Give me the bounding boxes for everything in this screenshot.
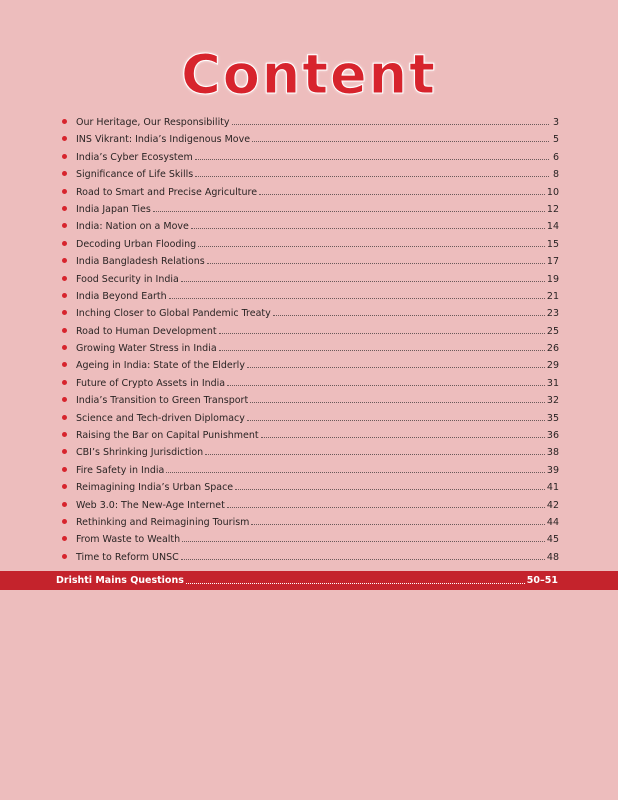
bullet-icon <box>62 554 67 559</box>
bullet-icon <box>62 345 67 350</box>
dot-leader <box>166 465 545 473</box>
bullet-icon <box>62 362 67 367</box>
toc-item-page: 6 <box>552 151 559 163</box>
toc-item-page: 19 <box>546 273 559 285</box>
dot-leader <box>273 308 545 316</box>
toc-item[interactable] <box>62 413 559 430</box>
toc-item-page: 29 <box>546 360 559 372</box>
dot-leader <box>251 517 544 525</box>
toc-item[interactable] <box>62 152 559 169</box>
toc-item[interactable] <box>62 187 559 204</box>
bullet-icon <box>62 328 67 333</box>
dot-leader <box>207 256 545 264</box>
toc-item[interactable] <box>62 169 559 186</box>
toc-item-page: 17 <box>546 256 559 268</box>
dot-leader <box>181 552 545 560</box>
bullet-icon <box>62 502 67 507</box>
toc-item-page: 44 <box>546 516 559 528</box>
toc-item-page: 35 <box>546 412 559 424</box>
toc-item-label: Future of Crypto Assets in India <box>76 377 226 389</box>
bullet-icon <box>62 467 67 472</box>
bullet-icon <box>62 310 67 315</box>
toc-item-label: From Waste to Wealth <box>76 534 181 546</box>
toc-item[interactable] <box>62 517 559 534</box>
dot-leader <box>227 378 545 386</box>
dot-leader <box>235 482 545 490</box>
toc-item-label: Road to Human Development <box>76 325 217 337</box>
toc-item-label: Road to Smart and Precise Agriculture <box>76 186 258 198</box>
toc-item-page: 25 <box>546 325 559 337</box>
bullet-icon <box>62 415 67 420</box>
dot-leader <box>186 577 525 584</box>
toc-item[interactable] <box>62 447 559 464</box>
toc-item[interactable] <box>62 430 559 447</box>
toc-item-label: INS Vikrant: India’s Indigenous Move <box>76 134 251 146</box>
bullet-icon <box>62 258 67 263</box>
bullet-icon <box>62 119 67 124</box>
bullet-icon <box>62 136 67 141</box>
toc-item-label: Ageing in India: State of the Elderly <box>76 360 245 372</box>
bullet-icon <box>62 397 67 402</box>
dot-leader <box>205 447 545 455</box>
toc-item-page: 23 <box>546 308 559 320</box>
toc-item-page: 41 <box>546 482 559 494</box>
toc-item[interactable] <box>62 500 559 517</box>
dot-leader <box>259 187 545 195</box>
toc-item-label: Fire Safety in India <box>76 464 165 476</box>
toc-item-label: Reimagining India’s Urban Space <box>76 482 234 494</box>
toc-item-label: Time to Reform UNSC <box>76 551 179 563</box>
toc-item-label: Inching Closer to Global Pandemic Treaty <box>76 308 271 320</box>
toc-item[interactable] <box>62 256 559 273</box>
toc-item-page: 5 <box>552 134 559 146</box>
toc-item[interactable] <box>62 274 559 291</box>
toc-item-page: 26 <box>546 343 559 355</box>
bullet-icon <box>62 519 67 524</box>
toc-item-label: India’s Transition to Green Transport <box>76 395 249 407</box>
dot-leader <box>219 326 545 334</box>
toc-item-page: 15 <box>546 238 559 250</box>
dot-leader <box>252 134 549 142</box>
toc-item-page: 32 <box>546 395 559 407</box>
banner-label: Drishti Mains Questions <box>56 575 184 586</box>
toc-item-page: 39 <box>546 464 559 476</box>
dot-leader <box>153 204 545 212</box>
toc-item[interactable] <box>62 204 559 221</box>
toc-item[interactable] <box>62 291 559 308</box>
bullet-icon <box>62 293 67 298</box>
dot-leader <box>219 343 545 351</box>
toc-item-label: Web 3.0: The New-Age Internet <box>76 499 225 511</box>
bullet-icon <box>62 171 67 176</box>
toc-item[interactable] <box>62 360 559 377</box>
dot-leader <box>195 152 549 160</box>
toc-item[interactable] <box>62 326 559 343</box>
toc-item-page: 42 <box>546 499 559 511</box>
toc-item-page: 3 <box>552 117 559 128</box>
toc-item-page: 12 <box>546 203 559 215</box>
bullet-icon <box>62 449 67 454</box>
mains-questions-banner[interactable] <box>0 571 618 590</box>
dot-leader <box>250 395 545 403</box>
bullet-icon <box>62 154 67 159</box>
toc-item[interactable] <box>62 465 559 482</box>
dot-leader <box>182 534 545 542</box>
toc-item-page: 10 <box>546 186 559 198</box>
bullet-icon <box>62 189 67 194</box>
dot-leader <box>198 239 545 247</box>
toc-item[interactable] <box>62 343 559 360</box>
toc-item-label: India Bangladesh Relations <box>76 256 205 268</box>
toc-item-page: 14 <box>546 221 559 233</box>
toc-item-label: India: Nation on a Move <box>76 221 189 233</box>
toc-item-page: 8 <box>552 169 559 181</box>
bullet-icon <box>62 223 67 228</box>
toc-item-page: 45 <box>546 534 559 546</box>
toc-item-label: Science and Tech-driven Diplomacy <box>76 412 245 424</box>
toc-item-label: India Beyond Earth <box>76 290 167 302</box>
dot-leader <box>261 430 545 438</box>
toc-item-label: Decoding Urban Flooding <box>76 238 197 250</box>
dot-leader <box>232 117 549 125</box>
toc-item-label: India’s Cyber Ecosystem <box>76 151 193 163</box>
toc-item-label: Raising the Bar on Capital Punishment <box>76 430 259 442</box>
toc-item-label: Our Heritage, Our Responsibility <box>76 117 230 128</box>
page-title: Content <box>181 43 437 106</box>
toc-item-page: 38 <box>546 447 559 459</box>
toc-item[interactable] <box>62 552 559 569</box>
dot-leader <box>227 500 545 508</box>
toc-item-page: 48 <box>546 551 559 563</box>
dot-leader <box>191 221 545 229</box>
toc-item-page: 36 <box>546 430 559 442</box>
toc-item-label: Significance of Life Skills <box>76 169 194 181</box>
bullet-icon <box>62 241 67 246</box>
toc-item-label: Food Security in India <box>76 273 179 285</box>
toc-item-label: CBI’s Shrinking Jurisdiction <box>76 447 204 459</box>
dot-leader <box>247 360 545 368</box>
toc-item-label: Growing Water Stress in India <box>76 343 217 355</box>
dot-leader <box>181 274 545 282</box>
toc-item[interactable] <box>62 534 559 551</box>
table-of-contents <box>62 117 559 569</box>
bullet-icon <box>62 484 67 489</box>
dot-leader <box>195 169 549 177</box>
toc-item[interactable] <box>62 117 559 134</box>
bullet-icon <box>62 206 67 211</box>
bullet-icon <box>62 536 67 541</box>
bullet-icon <box>62 432 67 437</box>
toc-item-label: India Japan Ties <box>76 203 151 215</box>
banner-page: 50–51 <box>526 575 558 586</box>
toc-item[interactable] <box>62 134 559 151</box>
toc-item-page: 21 <box>546 290 559 302</box>
toc-item[interactable] <box>62 308 559 325</box>
toc-item[interactable] <box>62 395 559 412</box>
bullet-icon <box>62 380 67 385</box>
bullet-icon <box>62 276 67 281</box>
toc-item[interactable] <box>62 482 559 499</box>
toc-item[interactable] <box>62 221 559 238</box>
toc-item[interactable] <box>62 378 559 395</box>
dot-leader <box>169 291 545 299</box>
toc-item-label: Rethinking and Reimagining Tourism <box>76 516 250 528</box>
toc-item-page: 31 <box>546 377 559 389</box>
dot-leader <box>247 413 545 421</box>
toc-item[interactable] <box>62 239 559 256</box>
